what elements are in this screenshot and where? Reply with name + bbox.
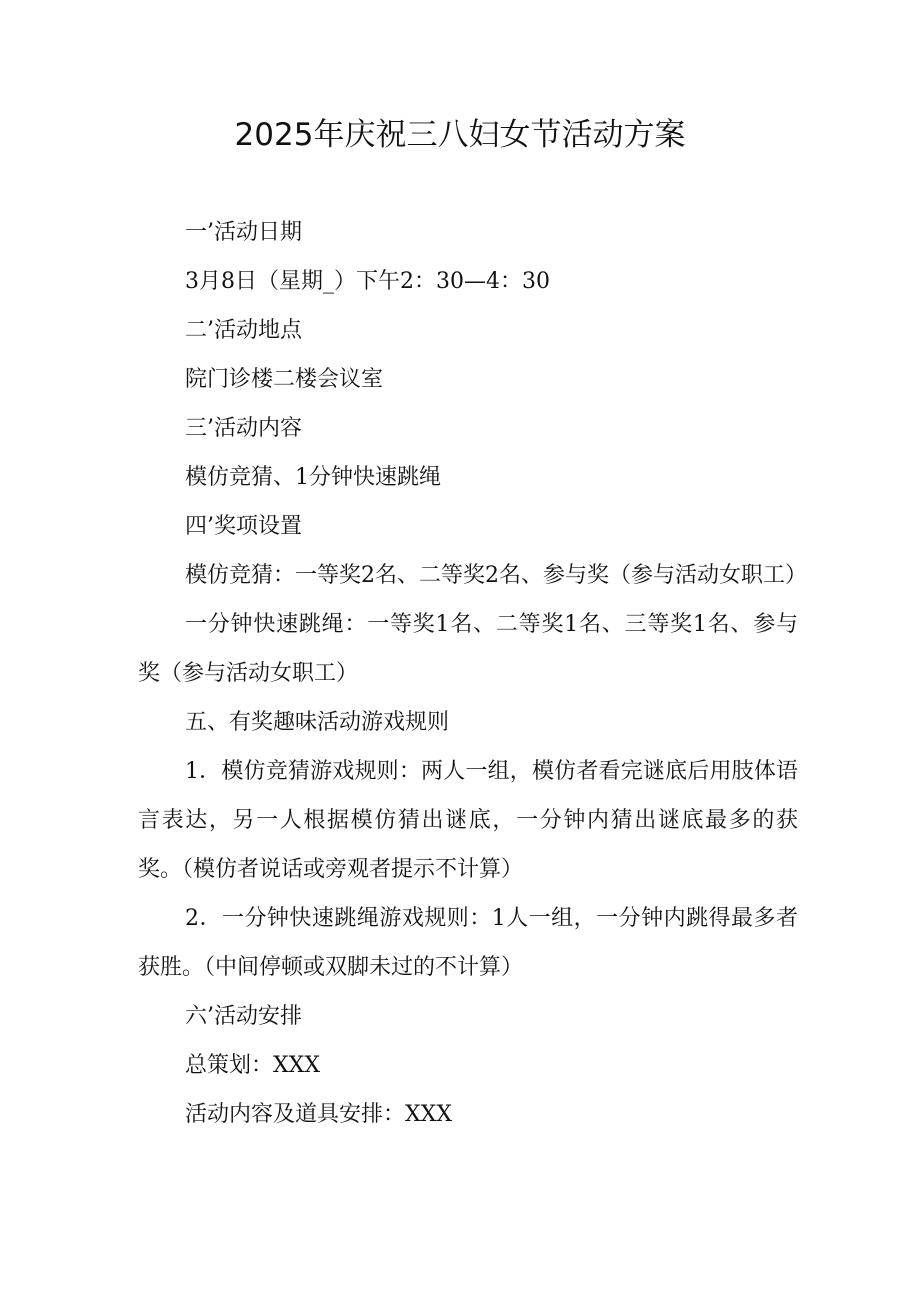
- paragraph-rule-jump-rope: 2．一分钟快速跳绳游戏规则：1人一组，一分钟内跳得最多者获胜。（中间停顿或双脚未过的不计算）: [138, 906, 798, 980]
- paragraph-awards-imitation: 模仿竞猜：一等奖2名、二等奖2名、参与奖（参与活动女职工）: [185, 563, 807, 588]
- section-heading-arrangement: 六’活动安排: [185, 1004, 302, 1029]
- paragraph-props: 活动内容及道具安排：XXX: [185, 1102, 452, 1127]
- section-heading-location: 二’活动地点: [185, 318, 302, 343]
- paragraph-awards-jump-rope: 一分钟快速跳绳：一等奖1名、二等奖1名、三等奖1名、参与奖（参与活动女职工）: [138, 612, 798, 686]
- section-heading-date: 一’活动日期: [185, 220, 302, 245]
- document-body: [138, 208, 807, 1139]
- paragraph-rule-imitation: 1．模仿竞猜游戏规则：两人一组，模仿者看完谜底后用肢体语言表达，另一人根据模仿猜出谜底，一分钟内猜出谜底最多的获奖。（模仿者说话或旁观者提示不计算）: [138, 759, 798, 882]
- paragraph-date: 3月8日（星期_）下午2：30—4：30: [185, 269, 550, 294]
- paragraph-content: 模仿竞猜、1分钟快速跳绳: [185, 465, 441, 490]
- section-heading-rules: 五、有奖趣味活动游戏规则: [185, 710, 450, 735]
- section-heading-awards: 四’奖项设置: [185, 514, 302, 539]
- paragraph-location: 院门诊楼二楼会议室: [185, 367, 384, 392]
- paragraph-planner: 总策划：XXX: [185, 1053, 320, 1078]
- document-title: 2025年庆祝三八妇女节活动方案: [234, 117, 686, 153]
- section-heading-content: 三’活动内容: [185, 416, 302, 441]
